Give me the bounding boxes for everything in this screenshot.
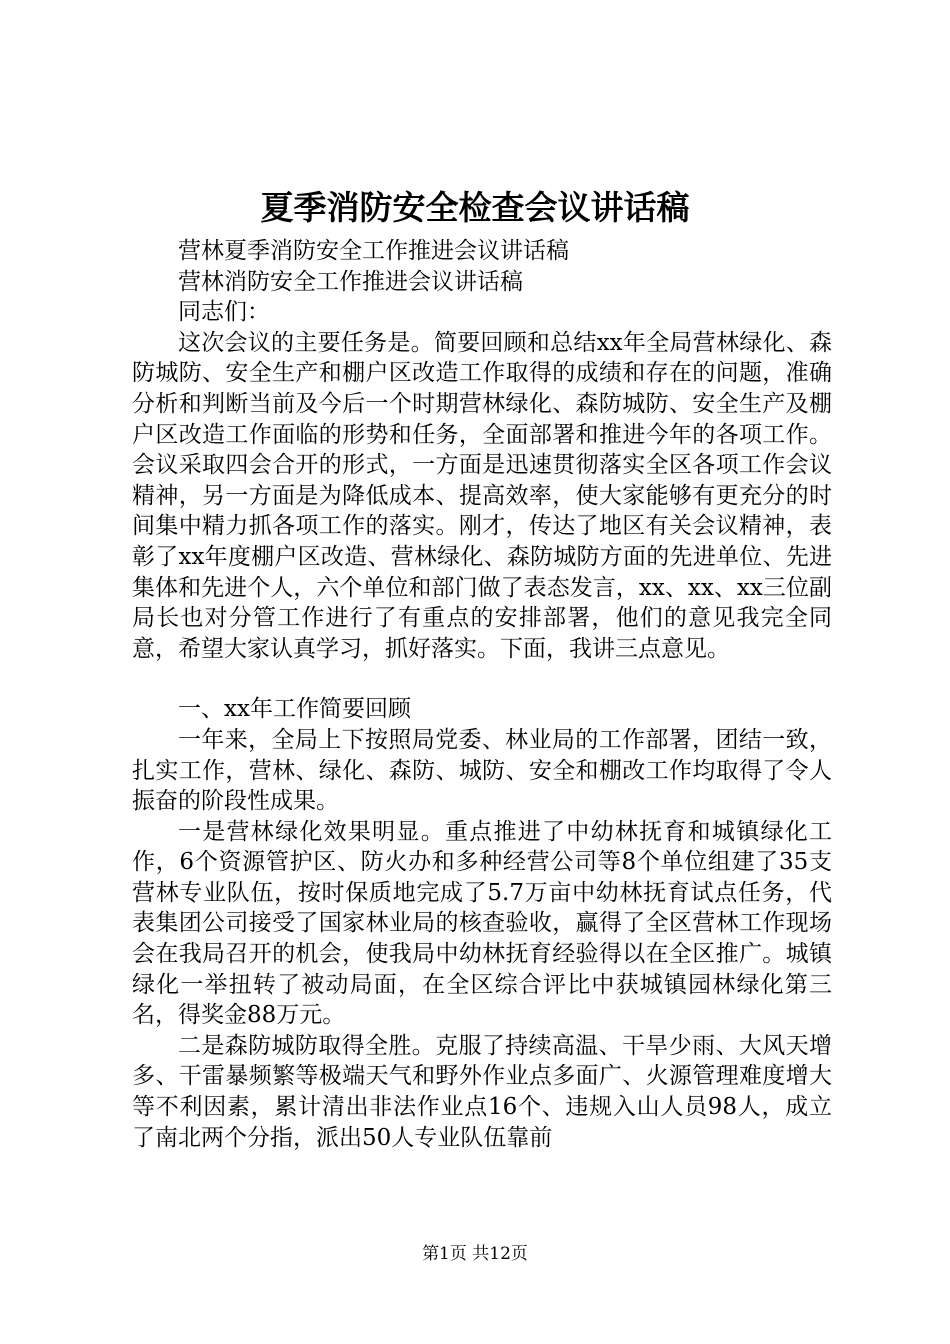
body-paragraph: 这次会议的主要任务是。简要回顾和总结xx年全局营林绿化、森防城防、安全生产和棚户区改造工作取得的成绩和存在的问题，准确分析和判断当前及今后一个时期营林绿化、森防城防、安全生产及棚户区改造工作面临的形势和任务，全面部署和推进今年的各项工作。会议采取四会合开的形式，一方面是迅速贯彻落实全区各项工作会议精神，另一方面是为降低成本、提高效率，使大家能够有更充分的时间集中精力抓各项工作的落实。刚才，传达了地区有关会议精神，表彰了xx年度棚户区改造、营林绿化、森防城防方面的先进单位、先进集体和先进个人，六个单位和部门做了表态发言，xx、xx、xx三位副局长也对分管工作进行了有重点的安排部署，他们的意见我完全同意，希望大家认真学习，抓好落实。下面，我讲三点意见。 [132, 329, 832, 662]
subtitle-line: 营林消防安全工作推进会议讲话稿 [178, 268, 523, 295]
salutation: 同志们： [178, 299, 270, 326]
section-heading: 一、xx年工作简要回顾 [178, 696, 411, 723]
subtitle-line: 营林夏季消防安全工作推进会议讲话稿 [178, 238, 569, 264]
page-footer: 第1页 共12页 [422, 1244, 528, 1264]
document-body [132, 236, 832, 1153]
body-paragraph: 一是营林绿化效果明显。重点推进了中幼林抚育和城镇绿化工作，6个资源管护区、防火办和多种经营公司等8个单位组建了35支营林专业队伍，按时保质地完成了5.7万亩中幼林抚育试点任务，代表集团公司接受了国家林业局的核查验收，赢得了全区营林工作现场会在我局召开的机会，使我局中幼林抚育经验得以在全区推广。城镇绿化一举扭转了被动局面，在全区综合评比中获城镇园林绿化第三名，得奖金88万元。 [132, 818, 832, 1029]
body-paragraph: 二是森防城防取得全胜。克服了持续高温、干旱少雨、大风天增多、干雷暴频繁等极端天气和野外作业点多面广、火源管理难度增大等不利因素，累计清出非法作业点16个、违规入山人员98人，成立了南北两个分指，派出50人专业队伍靠前 [132, 1032, 832, 1151]
body-paragraph: 一年来，全局上下按照局党委、林业局的工作部署，团结一致，扎实工作，营林、绿化、森防、城防、安全和棚改工作均取得了令人振奋的阶段性成果。 [132, 726, 832, 815]
document-title: 夏季消防安全检查会议讲话稿 [260, 188, 690, 227]
